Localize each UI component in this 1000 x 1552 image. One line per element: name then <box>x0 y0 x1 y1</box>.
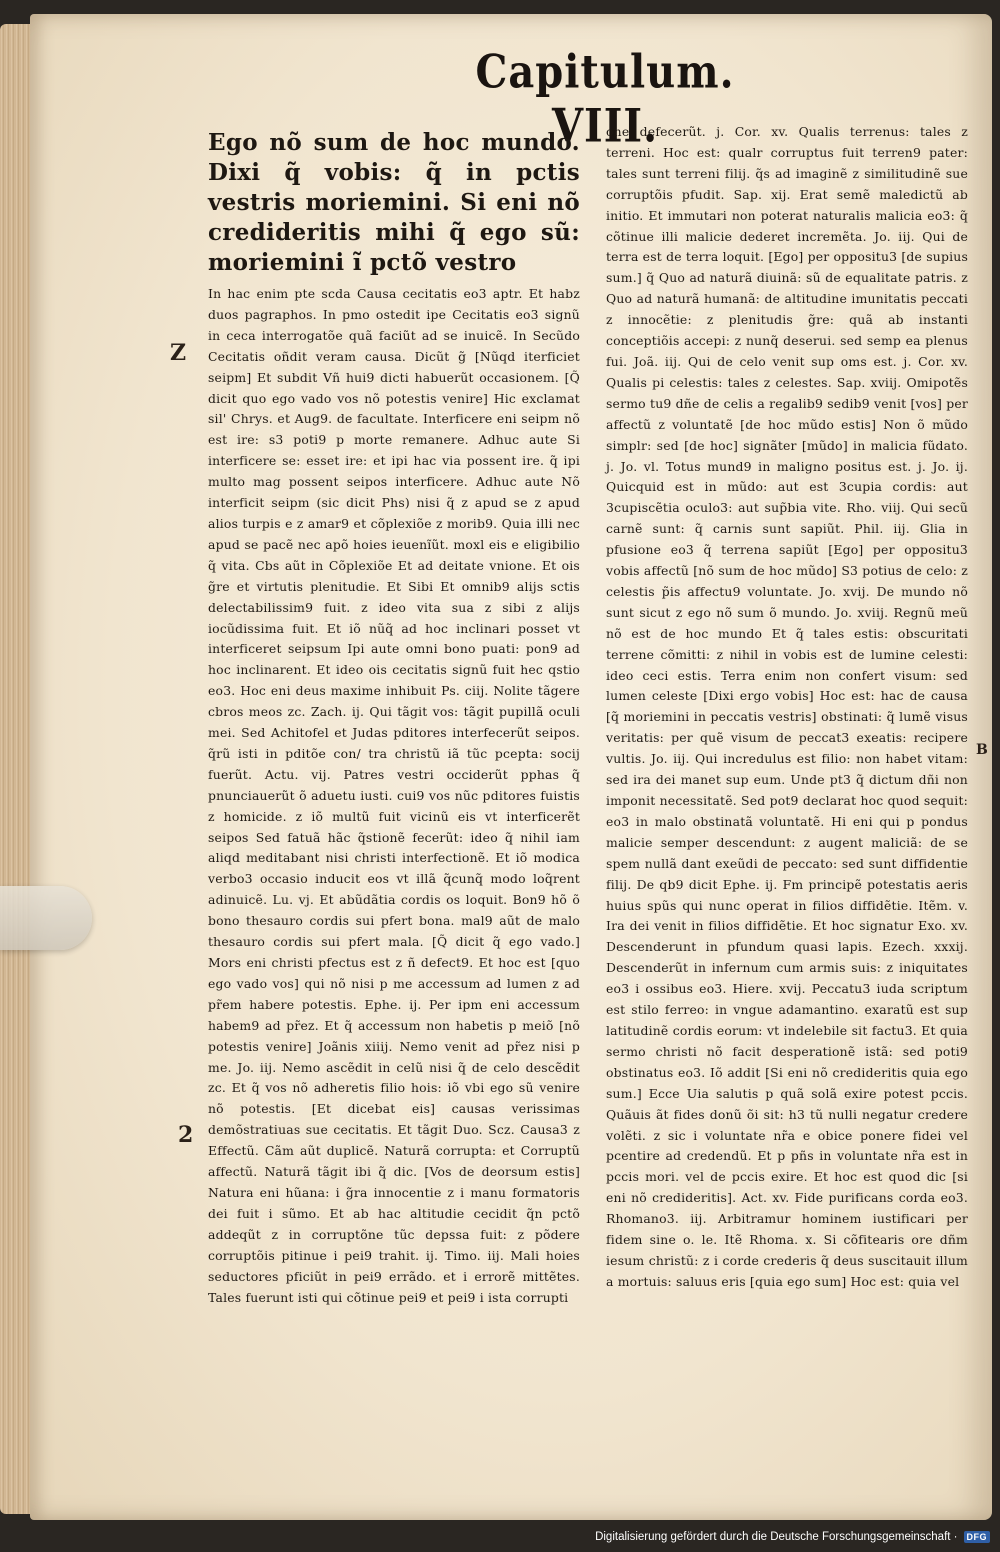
marginal-letter-b: B <box>976 742 988 758</box>
digitization-footer <box>595 1528 990 1546</box>
funding-credit: Digitalisierung gefördert durch die Deutsche Forschungsgemeinschaft · <box>595 1531 958 1543</box>
dfg-logo-icon: DFG <box>964 1531 991 1543</box>
chapter-heading: Capitulum. VIII. <box>475 44 735 154</box>
right-text-column <box>606 122 968 1293</box>
marginal-numeral-2: 2 <box>178 1122 194 1148</box>
page-holder-clip <box>0 886 92 950</box>
marginal-letter-z: Z <box>170 340 187 366</box>
commentary-text-right: one defecerũt. j. Cor. xv. Qualis terrenus: tales z terreni. Hoc est: qualr corruptus fuit terren9 pater: tales sunt terreni filij. q̃s ad imaginẽ z similitudinẽ sue corruptõis pfudit. Sap. xij. Erat semẽ maledictũ ab initio. Et immutari non poterat naturalis malicia eo3: q̃ cõtinue illi malicie dederet incremẽta. Jo. iij. Qui de terra est de terra loquit. [Ego] per oppositu3 [de supius sum.] q̃ Quo ad naturã diuinã: sũ de equalitate patris. z Quo ad naturã humanã: de altitudine imunitatis peccati z innocẽtie: z plenitudis g̃re: quã ab instanti conceptiõis accepi: z nunq̃ deserui. sed semp ea plenus fui. Joã. iij. Qui de celo venit sup oms est. j. Cor. xv. Qualis pi celestis: tales z celestes. Sap. xviij. Omipotẽs sermo tu9 dñe de celis a regalib9 sedib9 venit [vos] per affectũ z voluntatẽ [de hoc mũdo estis] Non õ mũdo simplr: sed [de hoc] signãter [mũdo] in malicia fũdato. j. Jo. vl. Totus mund9 in maligno positus est. j. Jo. ij. Quicquid est in mũdo: aut est 3cupia cordis: aut 3cupiscẽtia oculo3: aut sup̃bia vite. Rho. viij. Qui secũ carnẽ sunt: q̃ carnis sunt sapiũt. Phil. iij. Glia in pfusione eo3 q̃ terrena sapiũt [Ego] per oppositu3 vobis affectũ [nõ sum de hoc mũdo] S3 potius de celo: z celestis p̃is affectu9 voluntate. Jo. xvij. De mundo nõ sunt sicut z ego nõ sum õ mundo. Jo. xviij. Regnũ meũ nõ est de hoc mundo Et q̃ tales estis: obscuritati terrene cõmitti: z nihil in vobis est de lumine celesti: ideo ceci estis. Terra enim non confert visum: sed lumen celeste [Dixi ergo vobis] Hoc est: hac de causa [q̃ moriemini in peccatis vestris] obstinati: q̃ lumẽ visus veritatis: per quẽ visum de peccat3 exeatis: recipere vultis. Jo. iij. Qui incredulus est filio: non habet vitam: sed ira dei manet sup eum. Unde pt3 q̃ dictum dñi non imponit necessitatẽ. Sed pot9 declarat hoc quod sequit: eo3 in malo obstinatã voluntatẽ. Hi eni qui p pondus malicie semper descendunt: z augent maliciã: de se spem nullã dant exeũdi de peccato: sed sunt diffidentie filij. De qb9 dicit Ephe. ij. Fm principẽ potestatis aeris huius spũs qui nunc operat in filios diffidẽtie. Itẽm. v. Ira dei venit in filios diffidẽtie. Et hoc signatur Exo. xv. Descenderunt in pfundum quasi lapis. Ezech. xxxij. Descenderũt in infernum cum armis suis: z iniquitates eo3 i ossibus eo3. Hiere. xvij. Peccatu3 iuda scriptum est stilo ferreo: in vngue adamantino. exaratũ est sup latitudinẽ cordis eorum: vt indelebile sit factu3. Et quia sermo christi nõ facit desperationẽ istã: sed poti9 obstinatus eo3. Iõ addit [Si eni nõ credideritis quia ego sum.] Ecce Uia salutis p quã solã exire potest pccis. Quãuis ãt fides donũ õi sit: h3 tũ nulli negatur credere volẽti. z sic i voluntate nr̃a e obice ponere fidei vel pcentire ad credendũ. Et p pñs in voluntate nr̃a est in pccis mori. vel de pccis exire. Et hoc est quod dic [si eni nõ credideritis]. Act. xv. Fide purificans corda eo3. Rhomano3. iij. Arbitramur hominem iustificari per fidem sine o. le. Itẽ Rhoma. x. Si cõfitearis ore dñm iesum christũ: z i corde crederis q̃ deus suscitauit illum a mortuis: saluus eris [quia ego sum] Hoc est: quia vel <box>606 124 968 1289</box>
book-fore-edge <box>0 24 34 1514</box>
commentary-text-left: In hac enim pte scda Causa cecitatis eo3 aptr. Et habz duos pagraphos. In pmo ostedit ipe Cecitatis eo3 signũ in ceca interrogatõe quã faciũt ad se inuicẽ. In Secũdo Cecitatis oñdit veram causa. Dicũt g̃ [Nũqd iterficiet seipm] Et subdit Vñ hui9 dicti habuerũt occasionem. [Q̃ dicit quo ego vado vos nõ potestis venire] Hic exclamat sil' Chrys. et Aug9. de facultate. Interficere eni seipm nõ est ire: s3 poti9 p morte remanere. Adhuc aute Si interficere se: esset ire: et ipi hac via possent ire. q̃ ipi multo mag possent seipos interficere. Adhuc aute Nõ interficit seipm (sic dicit Phs) nisi q̃ z apud se z apud alios turpis e z amar9 et cõplexiõe z morib9. Quia illi nec apud se pacẽ nec apõ hoies ieuenĩũt. moxl eis e eligibilio q̃ vita. Cbs aũt in Cõplexiõe Et ad deitate vnione. Et ois g̃re et virtutis plenitudie. Et Sibi Et omnib9 alijs sctis delectabilissim9 fuit. z ideo vita sua z sibi z alijs iocũdissima fuit. Et iõ nũq̃ ad hoc inclinari posset vt interficeret seipsum Ipi aute omni bono puati: pon9 ad hoc inclinarent. Et ideo ois cecitatis signũ fuit hec qstio eo3. Hoc eni deus maxime inhibuit Ps. ciij. Nolite tãgere cbros meos zc. Zach. ij. Qui tãgit vos: tãgit pupillã oculi mei. Sed Achitofel et Judas pditores interfecerũt seipos. q̃rũ isti in pditõe con/ tra christũ iã tũc pcepta: socij fuerũt. Actu. vij. Patres vestri occiderũt pphas q̃ pnunciauerũt õ aduetu iusti. cui9 vos nũc pditores fuistis z homicide. z iõ multũ fuit vicinũ eis vt interficerẽt seipos Sed fatuã hãc q̃stionẽ fecerũt: ideo q̃ nihil iam aliqd meditabant nisi christi interfectionẽ. Et iõ modica verbo3 occasio inducit eos vt illã q̃cunq̃ modo loq̃rent adinuicẽ. Lu. vj. Et abũdãtia cordis os loquit. Bon9 hõ õ bono thesauro cordis sui pfert bona. mal9 aũt de malo thesauro cordis sui pfert mala. [Q̃ dicit q̃ ego vado.] Mors eni christi pfectus est z ñ defect9. Et hoc est [quo ego vado vos] qui nõ nisi p me accessum ad lumen z ad pr̃em habere potestis. Ephe. ij. Per ipm eni accessum habem9 ad pr̃ez. Et q̃ accessum non habetis p meiõ [nõ potestis venire] Joãnis xiiij. Nemo venit ad pr̃ez nisi p me. Jo. iij. Nemo ascẽdit in celũ nisi q̃ de celo descẽdit zc. Et q̃ vos nõ adheretis filio hois: iõ vbi ego sũ venire nõ potestis. [Et dicebat eis] causas verissimas demõstratiuas sue cecitatis. Et tãgit Duo. Scz. Causa3 z Effectũ. Cãm aũt duplicẽ. Naturã corrupta: et Corruptũ affectũ. Naturã tãgit ibi q̃ dic. [Vos de deorsum estis] Natura eni hũana: i g̃ra innocentie z i manu formatoris dei fuit i sũmo. Et ab hac altitudie cecidit q̃n pctõ addeqũt z in corruptõne tũc depssa fuit: z põdere corruptõis pitinue i pei9 trahit. ij. Timo. iij. Mali hoies seductores pficiũt in pei9 errãdo. et i errorẽ mittẽtes. Tales fuerunt isti qui cõtinue pei9 et pei9 i ista corrupti <box>208 286 580 1305</box>
scripture-lemma: Ego nõ sum de hoc mundo. Dixi q̃ vobis: q̃ in pctis vestris moriemini. Si eni nõ credideritis mihi q̃ ego sũ: moriemini ĩ pctõ vestro <box>208 129 580 276</box>
left-text-column <box>208 128 580 1308</box>
